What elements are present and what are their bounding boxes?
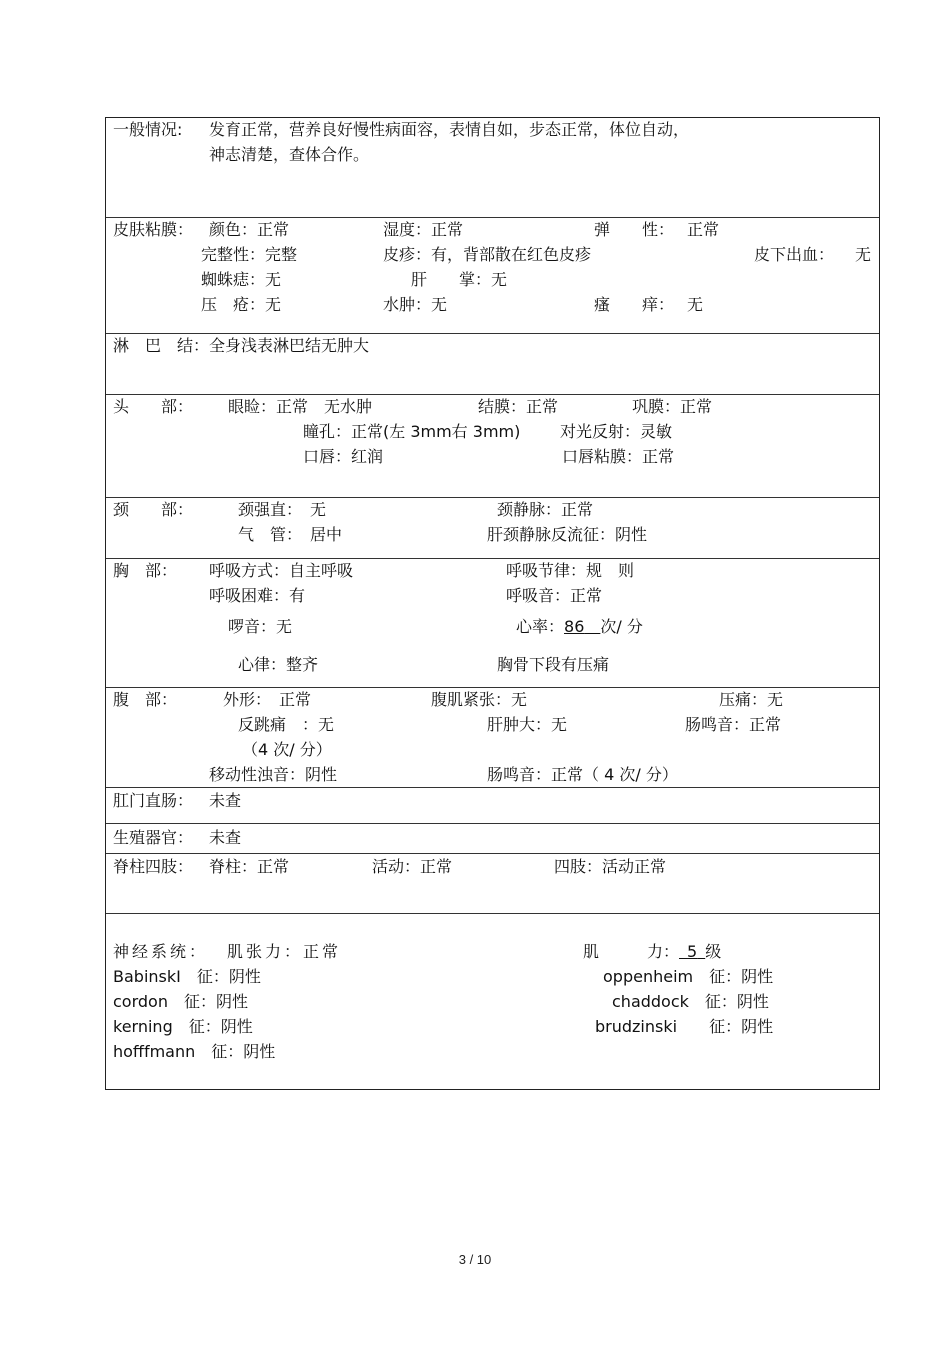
neck-label: 颈 部： [113,500,194,519]
heart-rate-label: 心率： [516,617,565,636]
neuro-babinski: BabinskI 征：阴性 [113,967,261,986]
neuro-kerning: kerning 征：阴性 [113,1017,253,1036]
head-eyelid: 眼睑：正常 无水肿 [228,397,373,416]
abdomen-shifting-dullness: 移动性浊音：阴性 [209,765,338,784]
heart-rate-unit: 次/ 分 [600,617,643,636]
skin-itch-label: 瘙 痒： [594,295,675,314]
neuro-label: 神经系统： [113,942,209,961]
neck-stiffness: 颈强直： 无 [238,500,327,519]
skin-spider: 蜘蛛痣：无 [201,270,282,289]
spine-limbs: 四肢：活动正常 [554,857,667,876]
skin-bleeding-label: 皮下出血： [754,245,835,264]
page-number: 3 / 10 [458,1252,492,1267]
neuro-tone: 肌张力：正常 [227,942,342,961]
head-lips: 口唇：红润 [303,447,384,466]
lymph-label: 淋 巴 结： [113,336,210,355]
section-chest [106,558,879,687]
skin-itch-value: 无 [687,295,704,314]
genital-value: 未查 [209,828,242,847]
heart-rate-value: 86 [564,617,585,636]
chest-sternum: 胸骨下段有压痛 [497,655,610,674]
neck-trachea: 气 管： 居中 [238,525,343,544]
head-pupil: 瞳孔：正常(左 3mm右 3mm) [303,422,521,441]
abdomen-rebound: 反跳痛 ：无 [238,715,335,734]
chest-dyspnea: 呼吸困难：有 [209,586,306,605]
section-genital [106,823,879,853]
spine-label: 脊柱四肢： [113,857,194,876]
chest-rhythm: 呼吸节律：规 则 [506,561,635,580]
abdomen-label: 腹 部： [113,690,178,709]
skin-humidity: 湿度：正常 [383,220,464,239]
section-abdomen [106,687,879,787]
general-line-1: 发育正常，营养良好慢性病面容，表情自如，步态正常，体位自动， [209,120,690,139]
skin-bleeding-value: 无 [855,245,872,264]
chest-breathing-mode: 呼吸方式：自主呼吸 [209,561,354,580]
general-label: 一般情况: [113,120,183,139]
head-conjunctiva: 结膜：正常 [478,397,559,416]
lymph-value: 全身浅表淋巴结无肿大 [209,336,370,355]
chest-label: 胸 部： [113,561,178,580]
neuro-cordon: cordon 征：阴性 [113,992,248,1011]
neuro-brudzinski: brudzinski 征：阴性 [595,1017,774,1036]
section-head [106,394,879,497]
abdomen-bowel-freq: （4 次/ 分） [242,740,332,759]
skin-elasticity-value: 正常 [687,220,720,239]
neuro-hoffmann: hofffmann 征：阴性 [113,1042,276,1061]
head-mucosa: 口唇粘膜：正常 [562,447,675,466]
chest-breath-sound: 呼吸音：正常 [506,586,603,605]
chest-rales: 啰音：无 [228,617,293,636]
general-line-2: 神志清楚，查体合作。 [209,145,370,164]
section-skin [106,217,879,333]
section-spine [106,853,879,913]
anus-label: 肛门直肠： [113,791,194,810]
section-general [106,118,879,217]
skin-integrity: 完整性：完整 [201,245,298,264]
skin-pressure-sore: 压 疮：无 [201,295,282,314]
abdomen-bowel-sound-2: 肠鸣音：正常（ 4 次/ 分） [487,765,678,784]
head-sclera: 巩膜：正常 [632,397,713,416]
neuro-strength [583,942,721,962]
neck-jugular: 颈静脉：正常 [497,500,594,519]
neuro-oppenheim: oppenheim 征：阴性 [603,967,774,986]
abdomen-bowel-sound: 肠鸣音：正常 [685,715,782,734]
skin-color: 颜色：正常 [209,220,290,239]
skin-rash: 皮疹：有，背部散在红色皮疹 [383,245,592,264]
neck-hepatojugular: 肝颈静脉反流征：阴性 [487,525,648,544]
spine-activity: 活动：正常 [372,857,453,876]
skin-elasticity-label: 弹 性： [594,220,675,239]
section-anus [106,787,879,823]
abdomen-hepatomegaly: 肝肿大：无 [487,715,568,734]
abdomen-tension: 腹肌紧张：无 [431,690,528,709]
spine-spine: 脊柱：正常 [209,857,290,876]
head-label: 头 部： [113,397,194,416]
chest-heart-rate [516,617,643,637]
abdomen-shape: 外形： 正常 [223,690,312,709]
physical-exam-form [105,117,880,1090]
section-neuro [106,913,879,1089]
head-light-reflex: 对光反射：灵敏 [560,422,673,441]
strength-value: 5 [687,942,698,961]
abdomen-tenderness: 压痛：无 [719,690,784,709]
skin-edema: 水肿：无 [383,295,448,314]
section-neck [106,497,879,558]
strength-label: 肌 力： [583,942,680,961]
genital-label: 生殖器官： [113,828,194,847]
skin-label: 皮肤粘膜： [113,220,194,239]
section-lymph [106,333,879,394]
anus-value: 未查 [209,791,242,810]
neuro-chaddock: chaddock 征：阴性 [612,992,769,1011]
chest-heart-rhythm: 心律：整齐 [238,655,319,674]
skin-liver-palm: 肝 掌：无 [411,270,508,289]
strength-unit: 级 [705,942,722,961]
